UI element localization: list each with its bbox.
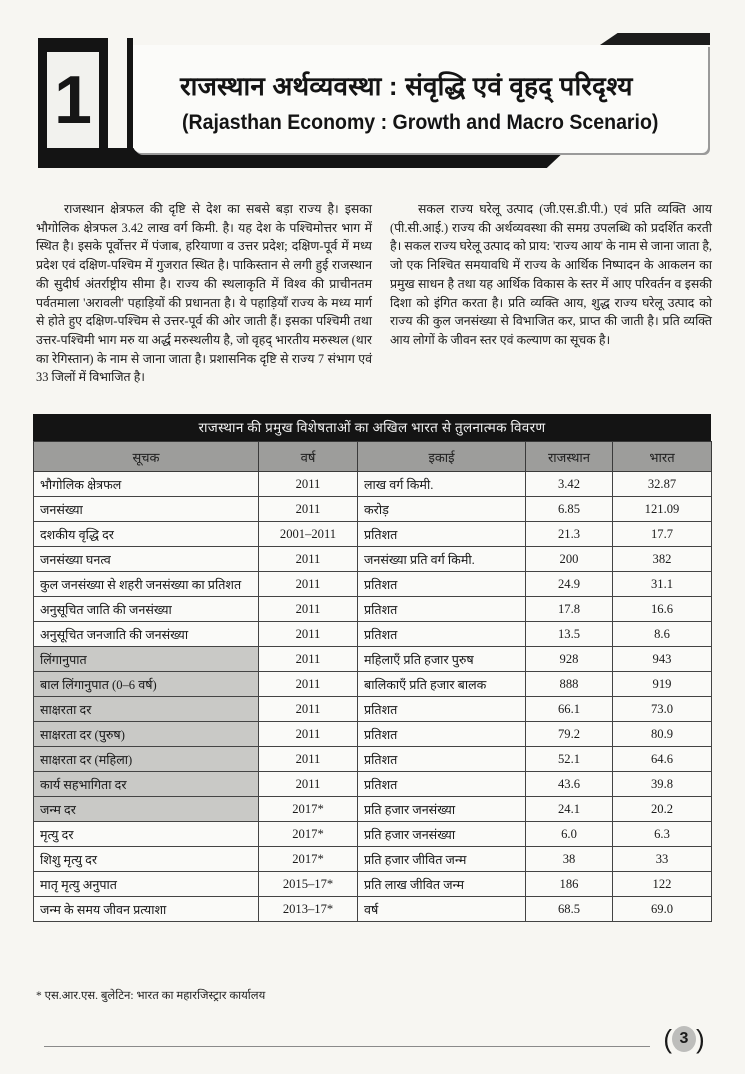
cell-year: 2011	[259, 622, 358, 647]
cell-rajasthan: 79.2	[526, 722, 613, 747]
column-header-year: वर्ष	[259, 442, 358, 472]
cell-rajasthan: 66.1	[526, 697, 613, 722]
table-footnote: * एस.आर.एस. बुलेटिन: भारत का महारजिस्ट्रार कार्यालय	[36, 990, 266, 1002]
cell-unit: प्रति हजार जनसंख्या	[358, 797, 526, 822]
column-header-rajasthan: राजस्थान	[526, 442, 613, 472]
chapter-number: 1	[47, 52, 99, 148]
cell-rajasthan: 6.0	[526, 822, 613, 847]
cell-indicator: जनसंख्या घनत्व	[34, 547, 259, 572]
cell-unit: प्रतिशत	[358, 722, 526, 747]
cell-year: 2017*	[259, 847, 358, 872]
cell-unit: प्रतिशत	[358, 622, 526, 647]
cell-year: 2017*	[259, 822, 358, 847]
cell-unit: प्रतिशत	[358, 572, 526, 597]
table-title: राजस्थान की प्रमुख विशेषताओं का अखिल भारत से तुलनात्मक विवरण	[33, 414, 711, 441]
cell-year: 2011	[259, 722, 358, 747]
cell-india: 943	[613, 647, 712, 672]
cell-indicator: साक्षरता दर (महिला)	[34, 747, 259, 772]
table-row	[34, 847, 712, 872]
cell-india: 32.87	[613, 472, 712, 497]
table-header-row	[34, 442, 712, 472]
cell-unit: प्रतिशत	[358, 597, 526, 622]
table-row	[34, 472, 712, 497]
comparison-table-grid	[33, 441, 712, 922]
cell-indicator: लिंगानुपात	[34, 647, 259, 672]
table-row	[34, 822, 712, 847]
cell-indicator: कुल जनसंख्या से शहरी जनसंख्या का प्रतिशत	[34, 572, 259, 597]
cell-rajasthan: 200	[526, 547, 613, 572]
chapter-header-divider	[127, 38, 133, 158]
cell-unit: वर्ष	[358, 897, 526, 922]
cell-unit: प्रति हजार जनसंख्या	[358, 822, 526, 847]
cell-rajasthan: 43.6	[526, 772, 613, 797]
cell-year: 2011	[259, 472, 358, 497]
table-row	[34, 622, 712, 647]
cell-unit: प्रतिशत	[358, 772, 526, 797]
column-header-unit: इकाई	[358, 442, 526, 472]
cell-india: 20.2	[613, 797, 712, 822]
cell-rajasthan: 68.5	[526, 897, 613, 922]
chapter-title-english: (Rajasthan Economy : Growth and Macro Scenario)	[182, 111, 659, 134]
cell-rajasthan: 24.1	[526, 797, 613, 822]
cell-year: 2011	[259, 697, 358, 722]
table-row	[34, 672, 712, 697]
cell-year: 2011	[259, 497, 358, 522]
cell-india: 121.09	[613, 497, 712, 522]
cell-indicator: साक्षरता दर (पुरुष)	[34, 722, 259, 747]
table-row	[34, 597, 712, 622]
cell-india: 122	[613, 872, 712, 897]
column-header-indicator: सूचक	[34, 442, 259, 472]
table-row	[34, 497, 712, 522]
cell-india: 80.9	[613, 722, 712, 747]
cell-year: 2011	[259, 672, 358, 697]
table-row	[34, 772, 712, 797]
table-body	[34, 472, 712, 922]
cell-india: 919	[613, 672, 712, 697]
cell-year: 2011	[259, 572, 358, 597]
page-number: 3	[672, 1026, 696, 1052]
cell-indicator: जन्म के समय जीवन प्रत्याशा	[34, 897, 259, 922]
cell-indicator: बाल लिंगानुपात (0–6 वर्ष)	[34, 672, 259, 697]
cell-unit: महिलाएँ प्रति हजार पुरुष	[358, 647, 526, 672]
table-row	[34, 697, 712, 722]
cell-rajasthan: 17.8	[526, 597, 613, 622]
table-row	[34, 647, 712, 672]
cell-rajasthan: 888	[526, 672, 613, 697]
intro-paragraph-left: राजस्थान क्षेत्रफल की दृष्टि से देश का सबसे बड़ा राज्य है। इसका भौगोलिक क्षेत्रफल 3.42 लाख वर्ग किमी. है। यह देश के पश्चिमोत्तर भाग में स्थित है। इसके पूर्वोत्तर में पंजाब, हरियाणा व उत्तर प्रदेश; दक्षिण-पूर्व में मध्य प्रदेश एवं दक्षिण-पश्चिम में गुजरात स्थित है। पाकिस्तान से लगी हुई राजस्थान की सुदीर्घ अंतर्राष्ट्रीय सीमा है। राज्य की स्थलाकृति में विश्व की प्राचीनतम पर्वतमाला 'अरावली' पहाड़ियों की प्रधानता है। ये पहाड़ियाँ राज्य के मध्य मार्ग से होते हुए दक्षिण-पश्चिम से उत्तर-पूर्व की ओर जाती हैं। इसका पश्चिमी तथा उत्तर-पश्चिमी भाग मरु या अर्द्ध मरुस्थलीय है, जो वृहद् भारतीय मरुस्थल (थार का रेगिस्तान) के नाम से जाना जाता है। प्रशासनिक दृष्टि से राज्य 7 संभाग एवं 33 जिलों में विभाजित है।	[36, 202, 372, 385]
cell-indicator: अनुसूचित जनजाति की जनसंख्या	[34, 622, 259, 647]
cell-year: 2001–2011	[259, 522, 358, 547]
cell-unit: प्रति हजार जीवित जन्म	[358, 847, 526, 872]
cell-india: 17.7	[613, 522, 712, 547]
cell-india: 6.3	[613, 822, 712, 847]
page-number-badge	[662, 1024, 706, 1054]
cell-year: 2017*	[259, 797, 358, 822]
cell-india: 8.6	[613, 622, 712, 647]
cell-indicator: साक्षरता दर	[34, 697, 259, 722]
cell-year: 2011	[259, 597, 358, 622]
cell-year: 2011	[259, 747, 358, 772]
table-row	[34, 722, 712, 747]
cell-indicator: भौगोलिक क्षेत्रफल	[34, 472, 259, 497]
cell-india: 39.8	[613, 772, 712, 797]
cell-rajasthan: 24.9	[526, 572, 613, 597]
cell-india: 33	[613, 847, 712, 872]
cell-indicator: जनसंख्या	[34, 497, 259, 522]
cell-india: 64.6	[613, 747, 712, 772]
comparison-table	[33, 414, 711, 922]
intro-paragraph-right: सकल राज्य घरेलू उत्पाद (जी.एस.डी.पी.) एवं प्रति व्यक्ति आय (पी.सी.आई.) राज्य की अर्थव्यवस्था की समग्र उपलब्धि को प्रदर्शित करती है। सकल राज्य घरेलू उत्पाद को प्राय: 'राज्य आय' के नाम से जाना जाता है, जो एक निश्चित समयावधि में राज्य के आर्थिक निष्पादन के आकलन का प्रमुख साधन है तथा यह आर्थिक विकास के स्तर में आए परिवर्तन व इसकी दिशा को इंगित करता है। प्रति व्यक्ति आय, शुद्ध राज्य घरेलू उत्पाद को राज्य की कुल जनसंख्या से विभाजित कर, प्राप्त की जाती है। प्रति व्यक्ति आय लोगों के जीवन स्तर एवं कल्याण का सूचक है।	[390, 202, 712, 347]
cell-unit: प्रतिशत	[358, 747, 526, 772]
cell-rajasthan: 928	[526, 647, 613, 672]
table-row	[34, 797, 712, 822]
chapter-header-top-accent	[600, 33, 710, 45]
cell-unit: प्रतिशत	[358, 522, 526, 547]
cell-unit: करोड़	[358, 497, 526, 522]
cell-rajasthan: 13.5	[526, 622, 613, 647]
cell-indicator: जन्म दर	[34, 797, 259, 822]
cell-year: 2015–17*	[259, 872, 358, 897]
cell-india: 31.1	[613, 572, 712, 597]
cell-india: 73.0	[613, 697, 712, 722]
cell-india: 16.6	[613, 597, 712, 622]
cell-indicator: मृत्यु दर	[34, 822, 259, 847]
cell-indicator: मातृ मृत्यु अनुपात	[34, 872, 259, 897]
cell-rajasthan: 6.85	[526, 497, 613, 522]
cell-unit: जनसंख्या प्रति वर्ग किमी.	[358, 547, 526, 572]
table-row	[34, 872, 712, 897]
cell-rajasthan: 3.42	[526, 472, 613, 497]
chapter-title-hindi: राजस्थान अर्थव्यवस्था : संवृद्धि एवं वृहद् परिदृश्य	[180, 71, 633, 101]
cell-indicator: अनुसूचित जाति की जनसंख्या	[34, 597, 259, 622]
cell-unit: प्रतिशत	[358, 697, 526, 722]
cell-unit: प्रति लाख जीवित जन्म	[358, 872, 526, 897]
cell-indicator: दशकीय वृद्धि दर	[34, 522, 259, 547]
table-row	[34, 522, 712, 547]
cell-year: 2011	[259, 647, 358, 672]
cell-rajasthan: 186	[526, 872, 613, 897]
cell-rajasthan: 21.3	[526, 522, 613, 547]
table-row	[34, 897, 712, 922]
footer-rule	[44, 1046, 650, 1047]
cell-year: 2011	[259, 772, 358, 797]
cell-year: 2013–17*	[259, 897, 358, 922]
table-row	[34, 547, 712, 572]
cell-rajasthan: 52.1	[526, 747, 613, 772]
cell-india: 69.0	[613, 897, 712, 922]
cell-indicator: शिशु मृत्यु दर	[34, 847, 259, 872]
cell-rajasthan: 38	[526, 847, 613, 872]
cell-unit: बालिकाएँ प्रति हजार बालक	[358, 672, 526, 697]
cell-unit: लाख वर्ग किमी.	[358, 472, 526, 497]
table-row	[34, 572, 712, 597]
page-number-paren-open: (	[663, 1024, 672, 1054]
cell-indicator: कार्य सहभागिता दर	[34, 772, 259, 797]
column-header-india: भारत	[613, 442, 712, 472]
page-number-paren-close: )	[696, 1024, 705, 1054]
table-row	[34, 747, 712, 772]
cell-india: 382	[613, 547, 712, 572]
cell-year: 2011	[259, 547, 358, 572]
